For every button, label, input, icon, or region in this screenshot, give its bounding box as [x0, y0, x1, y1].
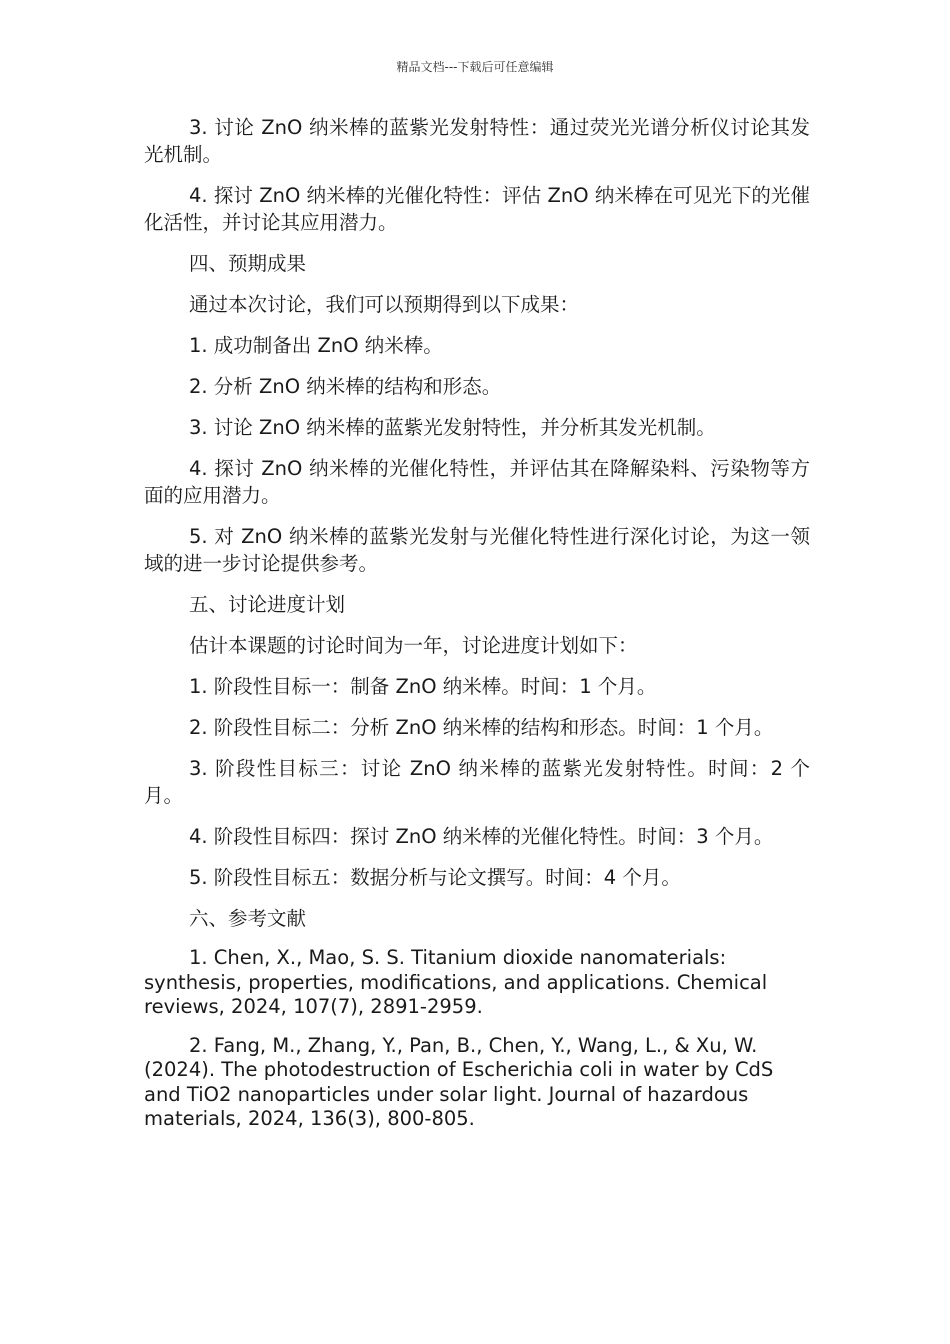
list-item: 3. 阶段性目标三：讨论 ZnO 纳米棒的蓝紫光发射特性。时间：2 个月。	[144, 757, 810, 807]
reference-item: 1. Chen, X., Mao, S. S. Titanium dioxide nanomaterials: synthesis, properties, modifications, and applications. Chemical reviews, 2024, 107(7), 2891-2959.	[144, 946, 768, 1018]
list-item: 2. 分析 ZnO 纳米棒的结构和形态。	[189, 375, 502, 398]
document-body	[144, 114, 810, 1146]
list-item: 4. 阶段性目标四：探讨 ZnO 纳米棒的光催化特性。时间：3 个月。	[189, 825, 774, 848]
section-heading: 六、参考文献	[189, 907, 307, 930]
reference-item: 2. Fang, M., Zhang, Y., Pan, B., Chen, Y., Wang, L., & Xu, W. (2024). The photodestruction of Escherichia coli in water by CdS and TiO2 nanoparticles under solar light. Journal of hazardous materials, 2024, 136(3), 800-805.	[144, 1033, 774, 1130]
list-item: 1. 成功制备出 ZnO 纳米棒。	[189, 334, 443, 357]
paragraph: 3. 讨论 ZnO 纳米棒的蓝紫光发射特性：通过荧光光谱分析仪讨论其发光机制。	[144, 116, 810, 166]
list-item: 5. 对 ZnO 纳米棒的蓝紫光发射与光催化特性进行深化讨论，为这一领域的进一步讨论提供参考。	[144, 525, 810, 575]
list-item: 2. 阶段性目标二：分析 ZnO 纳米棒的结构和形态。时间：1 个月。	[189, 716, 774, 739]
page-header: 精品文档---下载后可任意编辑	[396, 60, 554, 74]
list-item: 3. 讨论 ZnO 纳米棒的蓝紫光发射特性，并分析其发光机制。	[189, 416, 716, 439]
section-heading: 四、预期成果	[189, 252, 307, 275]
paragraph: 通过本次讨论，我们可以预期得到以下成果：	[189, 293, 580, 316]
section-heading: 五、讨论进度计划	[189, 593, 346, 616]
paragraph: 估计本课题的讨论时间为一年，讨论进度计划如下：	[189, 634, 638, 657]
list-item: 4. 探讨 ZnO 纳米棒的光催化特性，并评估其在降解染料、污染物等方面的应用潜力。	[144, 457, 810, 507]
list-item: 5. 阶段性目标五：数据分析与论文撰写。时间：4 个月。	[189, 866, 681, 889]
list-item: 1. 阶段性目标一：制备 ZnO 纳米棒。时间：1 个月。	[189, 675, 657, 698]
paragraph: 4. 探讨 ZnO 纳米棒的光催化特性：评估 ZnO 纳米棒在可见光下的光催化活性，并讨论其应用潜力。	[144, 184, 810, 234]
